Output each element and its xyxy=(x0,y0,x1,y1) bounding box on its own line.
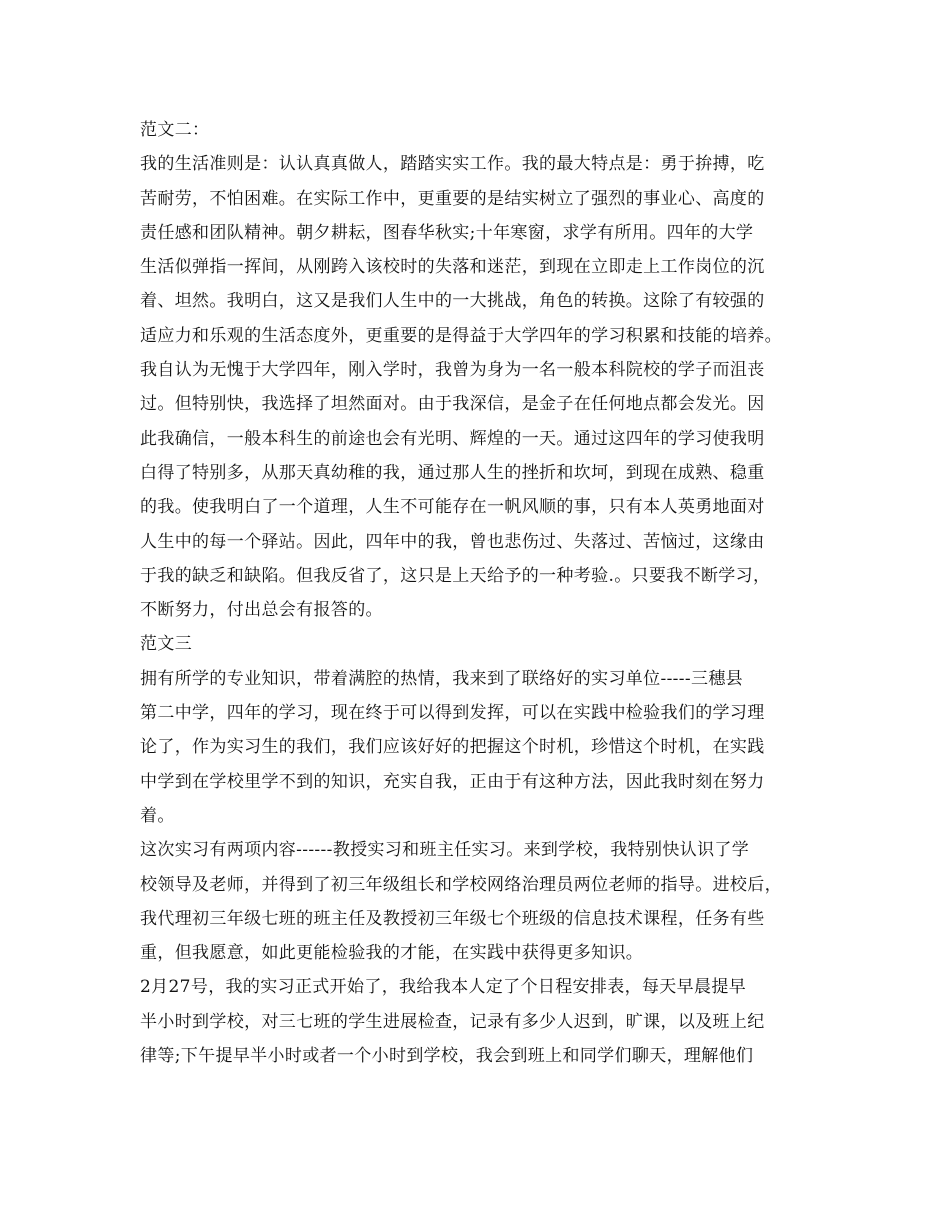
text-line: 中学到在学校里学不到的知识，充实自我，正由于有这种方法，因此我时刻在努力 xyxy=(140,771,765,792)
text-line: 此我确信，一般本科生的前途也会有光明、辉煌的一天。通过这四年的学习使我明 xyxy=(140,428,765,449)
text-line: 我的生活准则是：认认真真做人，踏踏实实工作。我的最大特点是：勇于拚搏，吃 xyxy=(140,154,765,175)
text-line: 苦耐劳，不怕困难。在实际工作中，更重要的是结实树立了强烈的事业心、高度的 xyxy=(140,188,765,209)
heading-fanwen-er: 范文二： xyxy=(140,120,210,140)
text-line: 我自认为无愧于大学四年，刚入学时，我曾为身为一名一般本科院校的学子而沮丧 xyxy=(140,360,765,381)
text-line: 人生中的每一个驿站。因此，四年中的我，曾也悲伤过、失落过、苦恼过，这缘由 xyxy=(140,531,765,552)
text-line: 不断努力，付出总会有报答的。 xyxy=(140,600,383,621)
text-line: 着。 xyxy=(140,805,175,826)
text-line: 适应力和乐观的生活态度外，更重要的是得益于大学四年的学习积累和技能的培养。 xyxy=(140,325,782,346)
text-line: 重，但我愿意，如此更能检验我的才能，在实践中获得更多知识。 xyxy=(140,943,644,964)
text-line: 第二中学，四年的学习，现在终于可以得到发挥，可以在实践中检验我们的学习理 xyxy=(140,703,765,724)
document-body xyxy=(140,113,830,1073)
text-line: 着、坦然。我明白，这又是我们人生中的一大挑战，角色的转换。这除了有较强的 xyxy=(140,291,765,312)
text-line: 这次实习有两项内容------教授实习和班主任实习。来到学校，我特别快认识了学 xyxy=(140,840,750,861)
text-line: 半小时到学校，对三七班的学生进展检查，记录有多少人迟到，旷课，以及班上纪 xyxy=(140,1011,765,1032)
text-line: 于我的缺乏和缺陷。但我反省了，这只是上天给予的一种考验.。只要我不断学习， xyxy=(140,565,771,586)
text-line: 我代理初三年级七班的班主任及教授初三年级七个班级的信息技术课程，任务有些 xyxy=(140,908,765,929)
text-line: 过。但特别快，我选择了坦然面对。由于我深信，是金子在任何地点都会发光。因 xyxy=(140,394,765,415)
heading-fanwen-san: 范文三 xyxy=(140,634,193,655)
text-line: 白得了特别多，从那天真幼稚的我，通过那人生的挫折和坎坷，到现在成熟、稳重 xyxy=(140,462,765,483)
text-line: 校领导及老师，并得到了初三年级组长和学校网络治理员两位老师的指导。进校后， xyxy=(140,874,782,895)
text-line: 生活似弹指一挥间，从刚跨入该校时的失落和迷茫，到现在立即走上工作岗位的沉 xyxy=(140,257,765,278)
text-line: 拥有所学的专业知识，带着满腔的热情，我来到了联络好的实习单位-----三穗县 xyxy=(140,668,744,689)
text-line: 论了，作为实习生的我们，我们应该好好的把握这个时机，珍惜这个时机，在实践 xyxy=(140,737,765,758)
text-line: 2月27号，我的实习正式开始了，我给我本人定了个日程安排表，每天早晨提早 xyxy=(140,977,747,998)
text-line: 责任感和团队精神。朝夕耕耘，图春华秋实;十年寒窗，求学有所用。四年的大学 xyxy=(140,222,754,243)
text-line: 律等;下午提早半小时或者一个小时到学校，我会到班上和同学们聊天，理解他们 xyxy=(140,1046,754,1067)
text-line: 的我。使我明白了一个道理，人生不可能存在一帆风顺的事，只有本人英勇地面对 xyxy=(140,497,765,518)
